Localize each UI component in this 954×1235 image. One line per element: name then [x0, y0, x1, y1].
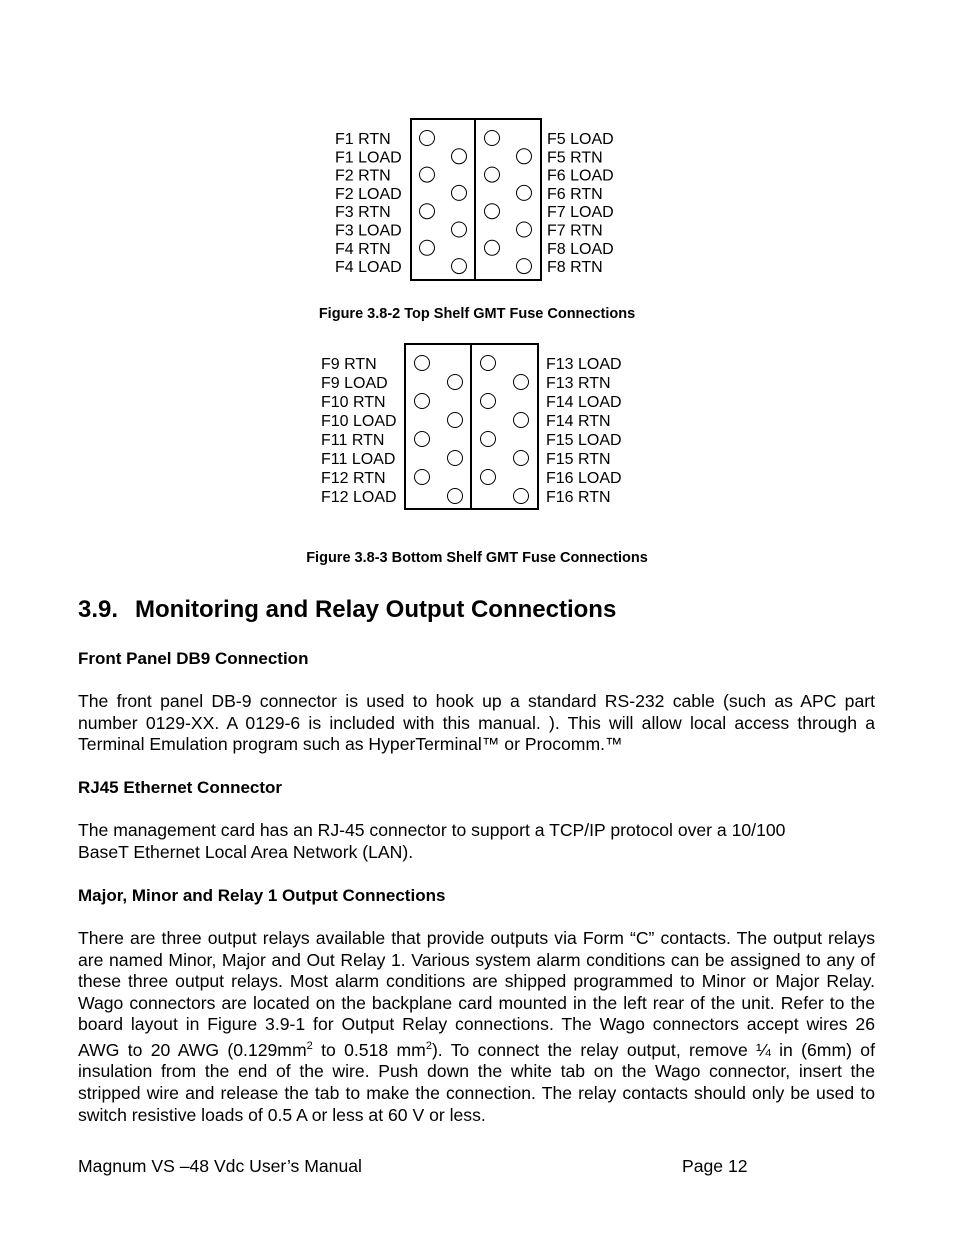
- bottom-terminal-circle: [514, 451, 529, 466]
- relay-text-part-1: There are three output relays available that provide outputs via Form “C” contacts. The output relays are named Minor, Major and Out Relay 1. Various system alarm conditions can be assigned to any of these three output relays. Most alarm conditions are shipped programmed to Minor or Major Relay. Wago connectors are located on the backplane card mounted in the left rear of the unit. Refer to the board layout in Figure 3.9-1 for Output Relay connections. The Wago connectors accept wires 26 AWG to 20 AWG (0.129mm: [78, 928, 875, 1060]
- bottom-terminal-circle: [481, 470, 496, 485]
- bottom-right-label: F14 RTN: [546, 413, 611, 430]
- top-terminal-circle: [517, 222, 532, 237]
- figure-bottom-caption: Figure 3.8-3 Bottom Shelf GMT Fuse Connections: [306, 550, 648, 566]
- bottom-terminal-circle: [514, 489, 529, 504]
- bottom-right-label: F13 RTN: [546, 375, 611, 392]
- bottom-terminal-circle: [448, 413, 463, 428]
- section-heading: [78, 596, 616, 624]
- bottom-terminal-circle: [481, 394, 496, 409]
- bottom-right-label: F16 RTN: [546, 489, 611, 506]
- top-left-label: F1 LOAD: [335, 149, 402, 167]
- bottom-left-label: F12 LOAD: [321, 489, 397, 506]
- top-left-label: F1 RTN: [335, 131, 391, 148]
- rj45-heading: RJ45 Ethernet Connector: [78, 778, 283, 797]
- top-right-label: F5 LOAD: [547, 131, 614, 148]
- figure-top-caption: Figure 3.8-2 Top Shelf GMT Fuse Connections: [318, 306, 636, 322]
- section-number: 3.9.: [78, 596, 119, 623]
- bottom-right-label: F15 RTN: [546, 451, 611, 468]
- top-terminal-circle: [517, 149, 532, 164]
- top-right-label: F8 RTN: [547, 259, 603, 277]
- top-terminal-circle: [420, 131, 435, 146]
- top-terminal-circle: [452, 185, 467, 200]
- top-terminal-circle: [485, 204, 500, 219]
- relay-text-part-3: ). To connect the relay output, remove ¼ in (6mm) of insulation from the end of the wire. Push down the white tab on the Wago connector, insert the stripped wire and release the tab to make the connection. The relay contacts should only be used to switch resistive loads of 0.5 A or less at 60 V or less.: [78, 1039, 875, 1125]
- top-terminal-circle: [517, 185, 532, 200]
- top-left-label: F3 LOAD: [335, 222, 402, 240]
- footer-manual-title: Magnum VS –48 Vdc User’s Manual: [78, 1156, 362, 1176]
- top-terminal-circle: [517, 259, 532, 274]
- rj45-line-2: BaseT Ethernet Local Area Network (LAN).: [78, 841, 414, 862]
- top-terminal-circle: [420, 204, 435, 219]
- bottom-terminal-circle: [514, 413, 529, 428]
- bottom-right-label: F16 LOAD: [546, 470, 622, 487]
- top-terminal-circle: [485, 167, 500, 182]
- top-terminal-circle: [452, 222, 467, 237]
- bottom-shelf-fuse-diagram: [316, 339, 636, 515]
- rj45-paragraph: [78, 820, 875, 863]
- bottom-terminal-circle: [481, 432, 496, 447]
- top-terminal-circle: [420, 240, 435, 255]
- top-terminal-circle: [420, 167, 435, 182]
- footer-page-number: Page 12: [682, 1156, 748, 1176]
- top-right-label: F6 LOAD: [547, 167, 614, 185]
- top-right-label: F7 LOAD: [547, 204, 614, 222]
- bottom-terminal-circle: [448, 375, 463, 390]
- rj45-line-1: The management card has an RJ-45 connector to support a TCP/IP protocol over a 10/100: [78, 820, 786, 840]
- top-left-label: F4 RTN: [335, 240, 391, 258]
- bottom-terminal-circle: [415, 356, 430, 371]
- bottom-left-label: F12 RTN: [321, 470, 386, 487]
- bottom-terminal-circle: [448, 489, 463, 504]
- bottom-left-label: F11 LOAD: [321, 451, 396, 468]
- bottom-left-label: F9 RTN: [321, 356, 377, 373]
- bottom-terminal-circle: [514, 375, 529, 390]
- top-left-label: F3 RTN: [335, 204, 391, 222]
- bottom-terminal-circle: [415, 470, 430, 485]
- db9-paragraph: The front panel DB-9 connector is used to hook up a standard RS-232 cable (such as APC part number 0129-XX. A 0129-6 is included with this manual. ). This will allow local access through a Terminal Emulation program such as HyperTerminal™ or Procomm.™: [78, 691, 875, 755]
- relay-sup-2: 2: [425, 1039, 432, 1052]
- relay-text-part-2: to 0.518 mm: [312, 1039, 426, 1060]
- relay-paragraph: [78, 928, 875, 1126]
- bottom-terminal-circle: [481, 356, 496, 371]
- top-terminal-circle: [485, 131, 500, 146]
- bottom-left-label: F10 LOAD: [321, 413, 397, 430]
- bottom-right-label: F15 LOAD: [546, 432, 622, 449]
- bottom-left-label: F10 RTN: [321, 394, 386, 411]
- top-right-label: F5 RTN: [547, 149, 603, 167]
- bottom-left-label: F9 LOAD: [321, 375, 388, 392]
- db9-heading: Front Panel DB9 Connection: [78, 649, 309, 668]
- top-shelf-fuse-diagram: [330, 114, 630, 286]
- bottom-terminal-circle: [415, 432, 430, 447]
- bottom-terminal-circle: [415, 394, 430, 409]
- top-terminal-circle: [452, 259, 467, 274]
- top-right-label: F7 RTN: [547, 222, 603, 240]
- top-left-label: F4 LOAD: [335, 259, 402, 277]
- relay-heading: Major, Minor and Relay 1 Output Connections: [78, 886, 446, 905]
- relay-sup-1: 2: [306, 1039, 313, 1052]
- bottom-right-label: F14 LOAD: [546, 394, 622, 411]
- top-right-label: F8 LOAD: [547, 240, 614, 258]
- top-left-label: F2 RTN: [335, 167, 391, 185]
- bottom-right-label: F13 LOAD: [546, 356, 622, 373]
- top-left-label: F2 LOAD: [335, 185, 402, 203]
- top-terminal-circle: [485, 240, 500, 255]
- top-terminal-circle: [452, 149, 467, 164]
- section-title: Monitoring and Relay Output Connections: [135, 596, 617, 623]
- bottom-terminal-circle: [448, 451, 463, 466]
- top-right-label: F6 RTN: [547, 185, 603, 203]
- bottom-left-label: F11 RTN: [321, 432, 385, 449]
